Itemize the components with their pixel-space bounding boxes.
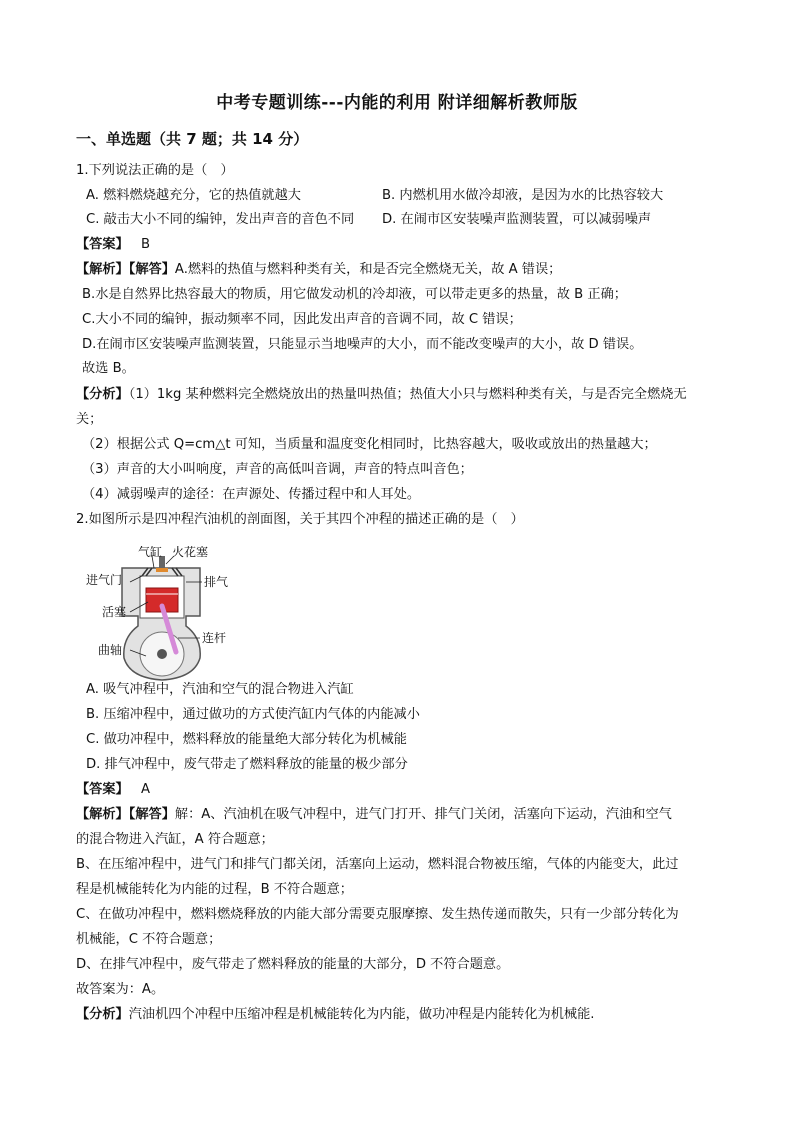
q1-fenxi-line: （3）声音的大小叫响度，声音的高低叫音调，声音的特点叫音色；	[82, 462, 473, 477]
q1-analysis-line: B.水是自然界比热容最大的物质，用它做发动机的冷却液，可以带走更多的热量，故 B 正确；	[82, 287, 627, 302]
q1-option-c: C. 敲击大小不同的编钟，发出声音的音色不同	[86, 212, 355, 227]
q1-analysis-tag: 【解析】【解答】	[76, 262, 175, 277]
q2-answer-row	[76, 781, 150, 799]
q2-option-a: A. 吸气冲程中，汽油和空气的混合物进入汽缸	[86, 682, 354, 697]
q1-fenxi-line: （4）减弱噪声的途径：在声源处、传播过程中和人耳处。	[82, 487, 421, 502]
q2-fenxi-text: 汽油机四个冲程中压缩冲程是机械能转化为内能，做功冲程是内能转化为机械能.	[128, 1007, 595, 1022]
q1-fenxi-row-0	[76, 386, 687, 404]
q2-analysis-line: 机械能，C 不符合题意；	[76, 932, 222, 947]
q2-analysis-line: 的混合物进入汽缸，A 符合题意；	[76, 832, 274, 847]
q1-answer: B	[140, 237, 151, 252]
label-crankshaft: 曲轴	[98, 643, 123, 657]
q1-stem: 1.下列说法正确的是（ ）	[76, 163, 234, 178]
q2-answer: A	[140, 782, 150, 797]
q1-answer-row	[76, 236, 150, 254]
q1-fenxi-line: （2）根据公式 Q=cm△t 可知，当质量和温度变化相同时，比热容越大，吸收或放出的热量越大；	[82, 437, 657, 452]
label-piston: 活塞	[102, 605, 127, 619]
q1-analysis-line: C.大小不同的编钟，振动频率不同，因此发出声音的音调不同，故 C 错误；	[82, 312, 522, 327]
q1-fenxi-tag: 【分析】	[76, 387, 129, 402]
q2-fenxi-tag: 【分析】	[76, 1007, 129, 1022]
q1-option-b: B. 内燃机用水做冷却液，是因为水的比热容较大	[382, 188, 664, 203]
label-spark-plug: 火花塞	[172, 546, 209, 559]
q2-analysis-line: C、在做功冲程中，燃料燃烧释放的内能大部分需要克服摩擦、发生热传递而散失，只有一少部分转化为	[76, 907, 679, 922]
q1-fenxi-line: 关；	[76, 412, 103, 427]
q1-analysis-line: A.燃料的热值与燃料种类有关，和是否完全燃烧无关，故 A 错误；	[174, 262, 562, 277]
q2-fenxi-row	[76, 1006, 595, 1024]
q2-analysis-tag: 【解析】【解答】	[76, 807, 175, 822]
q1-analysis-line: D.在闹市区安装噪声监测装置，只能显示当地噪声的大小，而不能改变噪声的大小，故 D 错误。	[82, 337, 643, 352]
crankshaft-center-shape	[157, 649, 167, 659]
q1-analysis-line: 故选 B。	[82, 361, 135, 376]
q2-analysis-line: 解：A、汽油机在吸气冲程中，进气门打开、排气门关闭，活塞向下运动，汽油和空气	[174, 807, 672, 822]
q2-analysis-row-0	[76, 806, 672, 824]
label-connecting-rod: 连杆	[202, 631, 227, 645]
q2-analysis-line: D、在排气冲程中，废气带走了燃料释放的能量的大部分，D 不符合题意。	[76, 957, 510, 972]
q1-analysis-row-0	[76, 261, 561, 279]
q1-answer-tag: 【答案】	[76, 237, 129, 252]
q2-option-d: D. 排气冲程中，废气带走了燃料释放的能量的极少部分	[86, 757, 408, 772]
q1-option-d: D. 在闹市区安装噪声监测装置，可以减弱噪声	[382, 212, 652, 227]
q2-option-c: C. 做功冲程中，燃料释放的能量绝大部分转化为机械能	[86, 732, 407, 747]
engine-diagram	[82, 546, 242, 686]
label-cylinder: 气缸	[138, 546, 163, 559]
label-exhaust: 排气	[204, 575, 229, 589]
page-title: 中考专题训练---内能的利用 附详细解析教师版	[216, 93, 578, 113]
q2-stem: 2.如图所示是四冲程汽油机的剖面图，关于其四个冲程的描述正确的是（ ）	[76, 512, 524, 527]
q2-answer-tag: 【答案】	[76, 782, 129, 797]
q2-analysis-line: 故答案为：A。	[76, 982, 165, 997]
q2-analysis-line: B、在压缩冲程中，进气门和排气门都关闭，活塞向上运动，燃料混合物被压缩，气体的内能变大，此过	[76, 857, 679, 872]
label-intake-valve: 进气门	[86, 573, 123, 587]
q2-analysis-line: 程是机械能转化为内能的过程，B 不符合题意；	[76, 882, 353, 897]
q1-option-a: A. 燃料燃烧越充分，它的热值就越大	[86, 188, 301, 203]
q1-fenxi-line: （1）1kg 某种燃料完全燃烧放出的热量叫热值；热值大小只与燃料种类有关，与是否完全燃烧无	[128, 387, 687, 402]
section-heading: 一、单选题（共 7 题；共 14 分）	[76, 130, 309, 148]
q2-option-b: B. 压缩冲程中，通过做功的方式使汽缸内气体的内能减小	[86, 707, 420, 722]
spark-plug-tip-shape	[156, 568, 168, 572]
